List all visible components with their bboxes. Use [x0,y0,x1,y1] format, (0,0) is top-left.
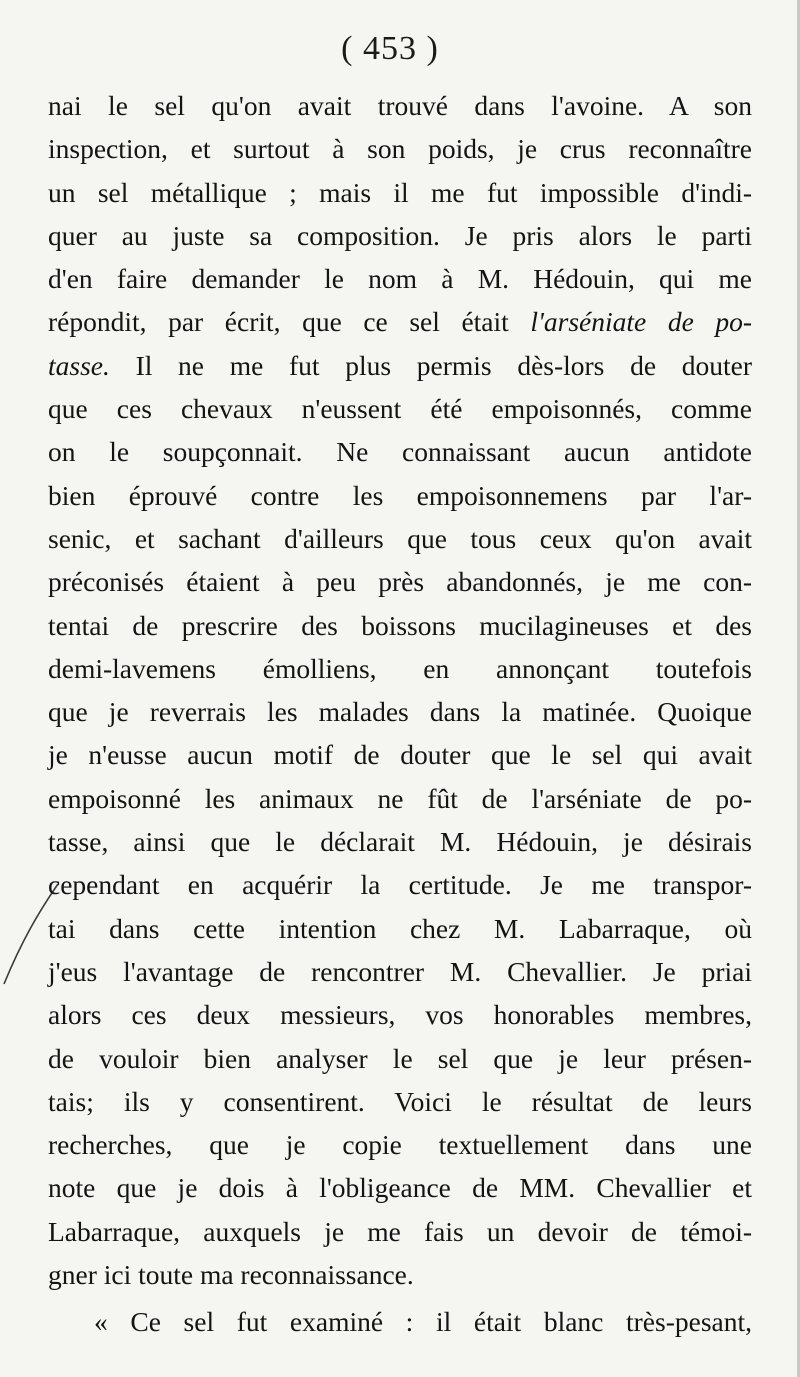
text-line: je n'eusse aucun motif de douter que le sel qui avait [48,739,752,771]
text-line: on le soupçonnait. Ne connaissant aucun antidote [48,436,752,468]
text-line: « Ce sel fut examiné : il était blanc très-pesant, [94,1306,752,1338]
text-line: alors ces deux messieurs, vos honorables membres, [48,999,752,1031]
italic-term: l'arséniate de po- [530,306,753,338]
text-line: recherches, que je copie textuellement dans une [48,1129,752,1161]
text-line: quer au juste sa composition. Je pris alors le parti [48,219,752,251]
text-line: empoisonné les animaux ne fût de l'arséniate de po- [48,782,752,814]
text-line: de vouloir bien analyser le sel que je leur présen- [48,1042,752,1074]
text-line: senic, et sachant d'ailleurs que tous ceux qu'on avait [48,522,752,554]
text-line: tasse, ainsi que le déclarait M. Hédouin, je désirais [48,826,752,858]
text-line: bien éprouvé contre les empoisonnemens par l'ar- [48,479,752,511]
text-line: tentai de prescrire des boissons mucilagineuses et des [48,609,752,641]
text-line: cependant en acquérir la certitude. Je me transpor- [48,869,752,901]
text-line [48,300,752,343]
page-number: ( 453 ) [341,30,439,67]
text-line: que ces chevaux n'eussent été empoisonnés, comme [48,393,752,425]
text-line: nai le sel qu'on avait trouvé dans l'avoine. A son [48,90,752,121]
text-line: j'eus l'avantage de rencontrer M. Chevallier. Je priai [48,955,752,987]
text-line: d'en faire demander le nom à M. Hédouin, qui me [48,263,752,295]
text-line: tais; ils y consentirent. Voici le résultat de leurs [48,1085,752,1117]
text-run: Il ne me fut plus permis dès-lors de douter [109,349,752,381]
text-run: répondit, par écrit, que ce sel était [48,306,531,338]
text-line: un sel métallique ; mais il me fut impossible d'indi- [48,176,752,208]
text-line: gner ici toute ma reconnaissance. [48,1259,414,1291]
text-line: demi-lavemens émolliens, en annonçant toutefois [48,652,752,684]
text-line: Labarraque, auxquels je me fais un devoir de témoi- [48,1215,752,1247]
italic-term: tasse. [48,349,110,381]
body-text [48,84,752,1344]
text-line: inspection, et surtout à son poids, je crus reconnaître [48,133,752,165]
text-line: tai dans cette intention chez M. Labarraque, où [48,912,752,944]
text-line: préconisés étaient à peu près abandonnés, je me con- [48,566,752,598]
text-line: que je reverrais les malades dans la matinée. Quoique [48,696,752,728]
text-line: note que je dois à l'obligeance de MM. Chevallier et [48,1172,752,1204]
text-line [48,344,752,387]
